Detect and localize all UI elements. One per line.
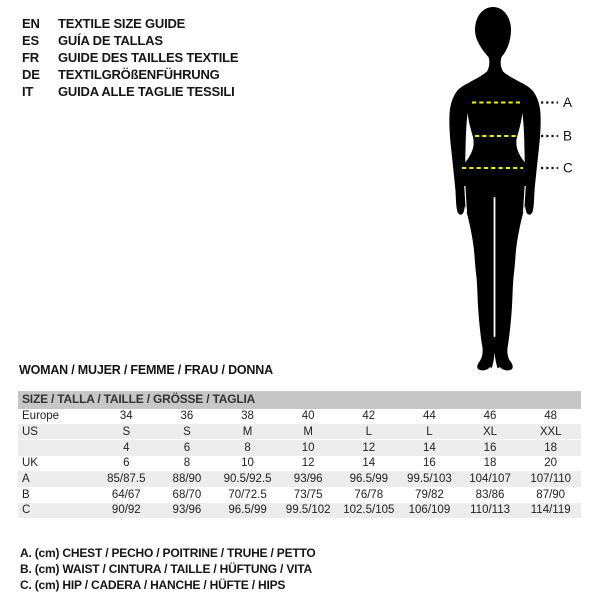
table-cell: S bbox=[122, 426, 131, 439]
language-code: ES bbox=[22, 33, 39, 48]
language-title: TEXTILGRÖßENFÜHRUNG bbox=[58, 67, 220, 82]
table-cell: XL bbox=[483, 426, 498, 439]
size-table bbox=[18, 391, 581, 518]
table-cell: 106/109 bbox=[408, 504, 451, 517]
table-cell: 87/90 bbox=[536, 488, 566, 501]
table-cell: 96.5/99 bbox=[228, 504, 267, 517]
table-cell: 8 bbox=[183, 457, 191, 470]
measurement-legend bbox=[20, 545, 316, 593]
table-cell: 6 bbox=[183, 441, 191, 454]
table-row bbox=[18, 487, 581, 503]
table-cell: 18 bbox=[483, 457, 497, 470]
table-cell: 12 bbox=[362, 441, 376, 454]
table-cell: XXL bbox=[539, 426, 562, 439]
language-code: IT bbox=[22, 84, 34, 99]
language-title: GUIDE DES TAILLES TEXTILE bbox=[58, 50, 239, 65]
language-title: TEXTILE SIZE GUIDE bbox=[58, 16, 186, 31]
table-cell: L bbox=[365, 426, 373, 439]
table-cell: 14 bbox=[423, 441, 436, 454]
language-row bbox=[22, 15, 238, 32]
table-cell: 93/96 bbox=[172, 504, 202, 517]
table-cell: 18 bbox=[544, 441, 558, 454]
language-row bbox=[22, 66, 238, 83]
table-cell: 76/78 bbox=[354, 488, 384, 501]
legend-line: A. (cm) CHEST / PECHO / POITRINE / TRUHE / PETTO bbox=[20, 546, 316, 560]
waist-label-b: B bbox=[563, 128, 573, 144]
table-cell: 90.5/92.5 bbox=[223, 473, 272, 486]
table-cell: 36 bbox=[180, 410, 194, 423]
table-row bbox=[18, 503, 581, 519]
table-cell: 79/82 bbox=[415, 488, 444, 501]
table-cell: L bbox=[426, 426, 433, 439]
table-row-label: C bbox=[22, 504, 31, 517]
table-cell: 68/70 bbox=[172, 488, 202, 501]
table-row bbox=[18, 456, 581, 472]
table-cell: M bbox=[242, 426, 253, 439]
table-cell: 90/92 bbox=[111, 504, 141, 517]
language-code: FR bbox=[22, 50, 39, 65]
table-cell: 70/72.5 bbox=[228, 488, 267, 501]
table-cell: 8 bbox=[244, 441, 251, 454]
table-body bbox=[18, 409, 581, 519]
table-cell: 99.5/103 bbox=[407, 473, 452, 486]
language-title-list bbox=[22, 15, 238, 100]
table-row-label: UK bbox=[22, 457, 38, 470]
table-cell: 34 bbox=[119, 410, 133, 423]
table-cell: 46 bbox=[483, 410, 497, 423]
table-cell: M bbox=[303, 426, 313, 439]
table-cell: 107/110 bbox=[530, 473, 572, 486]
table-cell: 85/87.5 bbox=[107, 473, 146, 486]
table-cell: 10 bbox=[301, 441, 315, 454]
table-cell: 48 bbox=[544, 410, 558, 423]
table-cell: 96.5/99 bbox=[349, 473, 388, 486]
language-row bbox=[22, 32, 238, 49]
table-row-label: US bbox=[22, 426, 38, 439]
table-header: SIZE / TALLA / TAILLE / GRÖSSE / TAGLIA bbox=[18, 391, 581, 409]
table-cell: 38 bbox=[241, 410, 254, 423]
table-row-label: A bbox=[22, 473, 30, 486]
table-cell: 14 bbox=[362, 457, 376, 470]
table-cell: 114/119 bbox=[530, 504, 571, 517]
table-cell: 12 bbox=[301, 457, 315, 470]
table-cell: 73/75 bbox=[293, 488, 323, 501]
table-cell: 16 bbox=[483, 441, 497, 454]
woman-silhouette-figure bbox=[420, 0, 600, 390]
table-cell: 99.5/102 bbox=[285, 504, 331, 517]
table-cell: 64/67 bbox=[111, 488, 141, 501]
table-cell: 20 bbox=[544, 457, 558, 470]
table-row bbox=[18, 471, 581, 487]
table-cell: 16 bbox=[423, 457, 436, 470]
language-code: DE bbox=[22, 67, 40, 82]
table-cell: 6 bbox=[123, 457, 130, 470]
table-cell: 88/90 bbox=[172, 473, 202, 486]
table-cell: 110/113 bbox=[470, 504, 510, 517]
table-cell: 4 bbox=[123, 441, 130, 454]
section-title: WOMAN / MUJER / FEMME / FRAU / DONNA bbox=[19, 363, 273, 377]
legend-line: B. (cm) WAIST / CINTURA / TAILLE / HÜFTUNG / VITA bbox=[20, 562, 312, 576]
table-cell: 102.5/105 bbox=[343, 504, 395, 517]
language-title: GUIDA ALLE TAGLIE TESSILI bbox=[58, 84, 235, 99]
table-cell: S bbox=[183, 426, 191, 439]
table-cell: 83/86 bbox=[475, 488, 505, 501]
table-row bbox=[18, 409, 581, 425]
language-row bbox=[22, 83, 238, 100]
table-cell: 40 bbox=[301, 410, 315, 423]
table-row-label: Europe bbox=[22, 410, 60, 423]
hip-label-c: C bbox=[563, 160, 573, 176]
language-title: GUÍA DE TALLAS bbox=[58, 33, 163, 48]
language-code: EN bbox=[22, 16, 40, 31]
table-cell: 44 bbox=[423, 410, 436, 423]
table-cell: 42 bbox=[362, 410, 376, 423]
leg-seam bbox=[494, 197, 496, 337]
table-row-label: B bbox=[22, 488, 30, 501]
table-cell: 10 bbox=[241, 457, 254, 470]
table-cell: 104/107 bbox=[469, 473, 511, 486]
chest-label-a: A bbox=[563, 95, 573, 110]
table-row bbox=[18, 440, 581, 456]
legend-line: C. (cm) HIP / CADERA / HANCHE / HÜFTE / HIPS bbox=[20, 578, 286, 592]
language-row bbox=[22, 49, 238, 66]
table-row bbox=[18, 424, 581, 440]
table-cell: 93/96 bbox=[293, 473, 323, 486]
